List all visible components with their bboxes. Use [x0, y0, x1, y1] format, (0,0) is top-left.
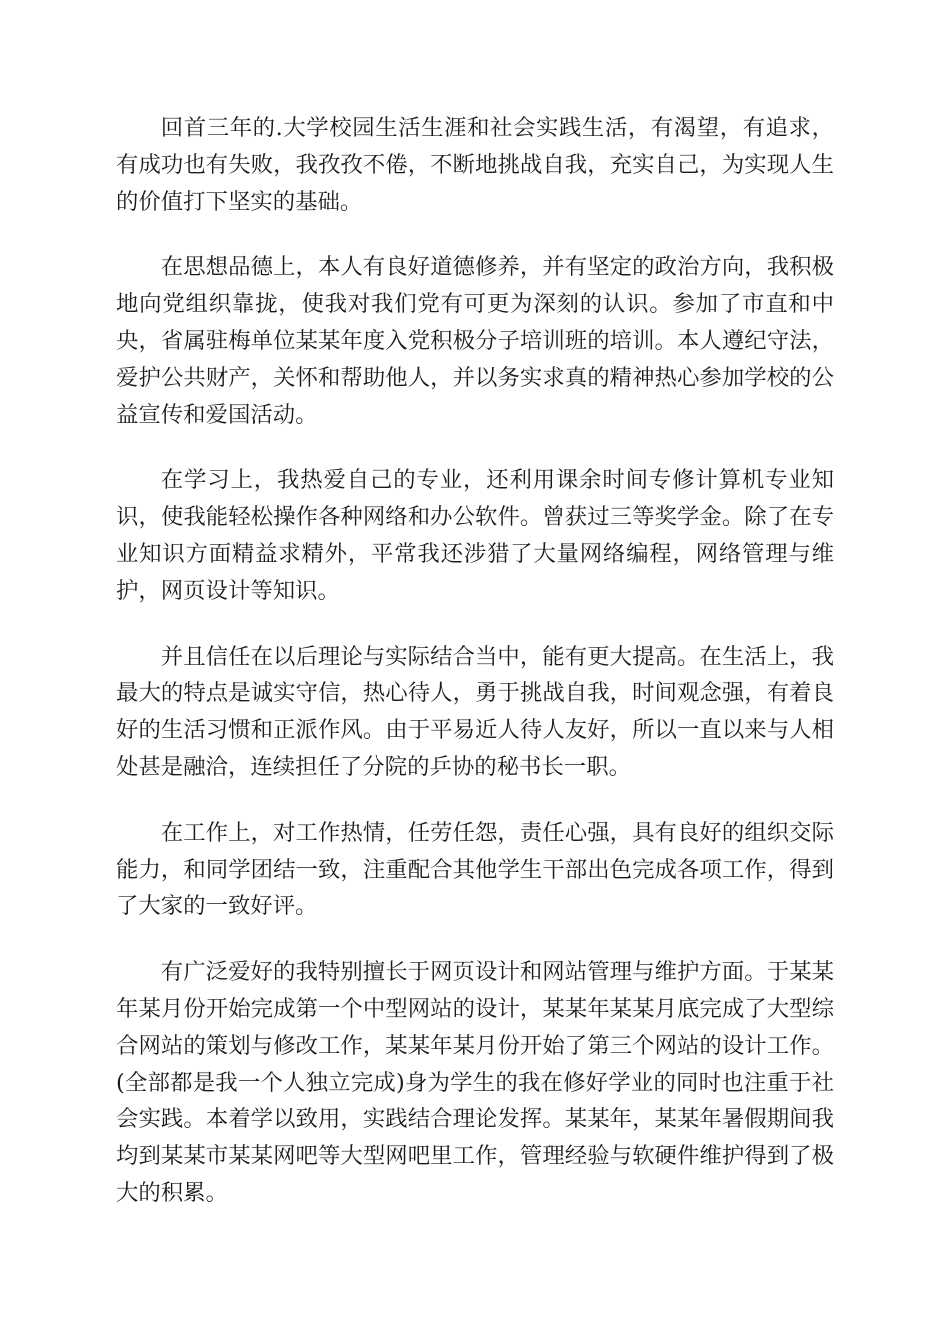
document-body: [116, 110, 834, 1241]
paragraph-study: 在学习上，我热爱自己的专业，还利用课余时间专修计算机专业知识，使我能轻松操作各种网络和办公软件。曾获过三等奖学金。除了在专业知识方面精益求精外，平常我还涉猎了大量网络编程，网络管理与维护，网页设计等知识。: [116, 467, 834, 604]
paragraph-ideology: 在思想品德上，本人有良好道德修养，并有坚定的政治方向，我积极地向党组织靠拢，使我对我们党有可更为深刻的认识。参加了市直和中央，省属驻梅单位某某年度入党积极分子培训班的培训。本人遵纪守法，爱护公共财产，关怀和帮助他人，并以务实求真的精神热心参加学校的公益宣传和爱国活动。: [116, 254, 834, 428]
paragraph-hobbies: 有广泛爱好的我特别擅长于网页设计和网站管理与维护方面。于某某年某月份开始完成第一个中型网站的设计，某某年某某月底完成了大型综合网站的策划与修改工作，某某年某月份开始了第三个网站的设计工作。(全部都是我一个人独立完成)身为学生的我在修好学业的同时也注重于社会实践。本着学以致用，实践结合理论发挥。某某年，某某年暑假期间我均到某某市某某网吧等大型网吧里工作，管理经验与软硬件维护得到了极大的积累。: [116, 959, 834, 1206]
paragraph-life: 并且信任在以后理论与实际结合当中，能有更大提高。在生活上，我最大的特点是诚实守信，热心待人，勇于挑战自我，时间观念强，有着良好的生活习惯和正派作风。由于平易近人待人友好，所以一直以来与人相处甚是融洽，连续担任了分院的乒协的秘书长一职。: [116, 643, 834, 780]
paragraph-work: 在工作上，对工作热情，任劳任怨，责任心强，具有良好的组织交际能力，和同学团结一致，注重配合其他学生干部出色完成各项工作，得到了大家的一致好评。: [116, 819, 834, 920]
paragraph-intro: 回首三年的.大学校园生活生涯和社会实践生活，有渴望，有追求，有成功也有失败，我孜孜不倦，不断地挑战自我，充实自己，为实现人生的价值打下坚实的基础。: [116, 115, 834, 215]
